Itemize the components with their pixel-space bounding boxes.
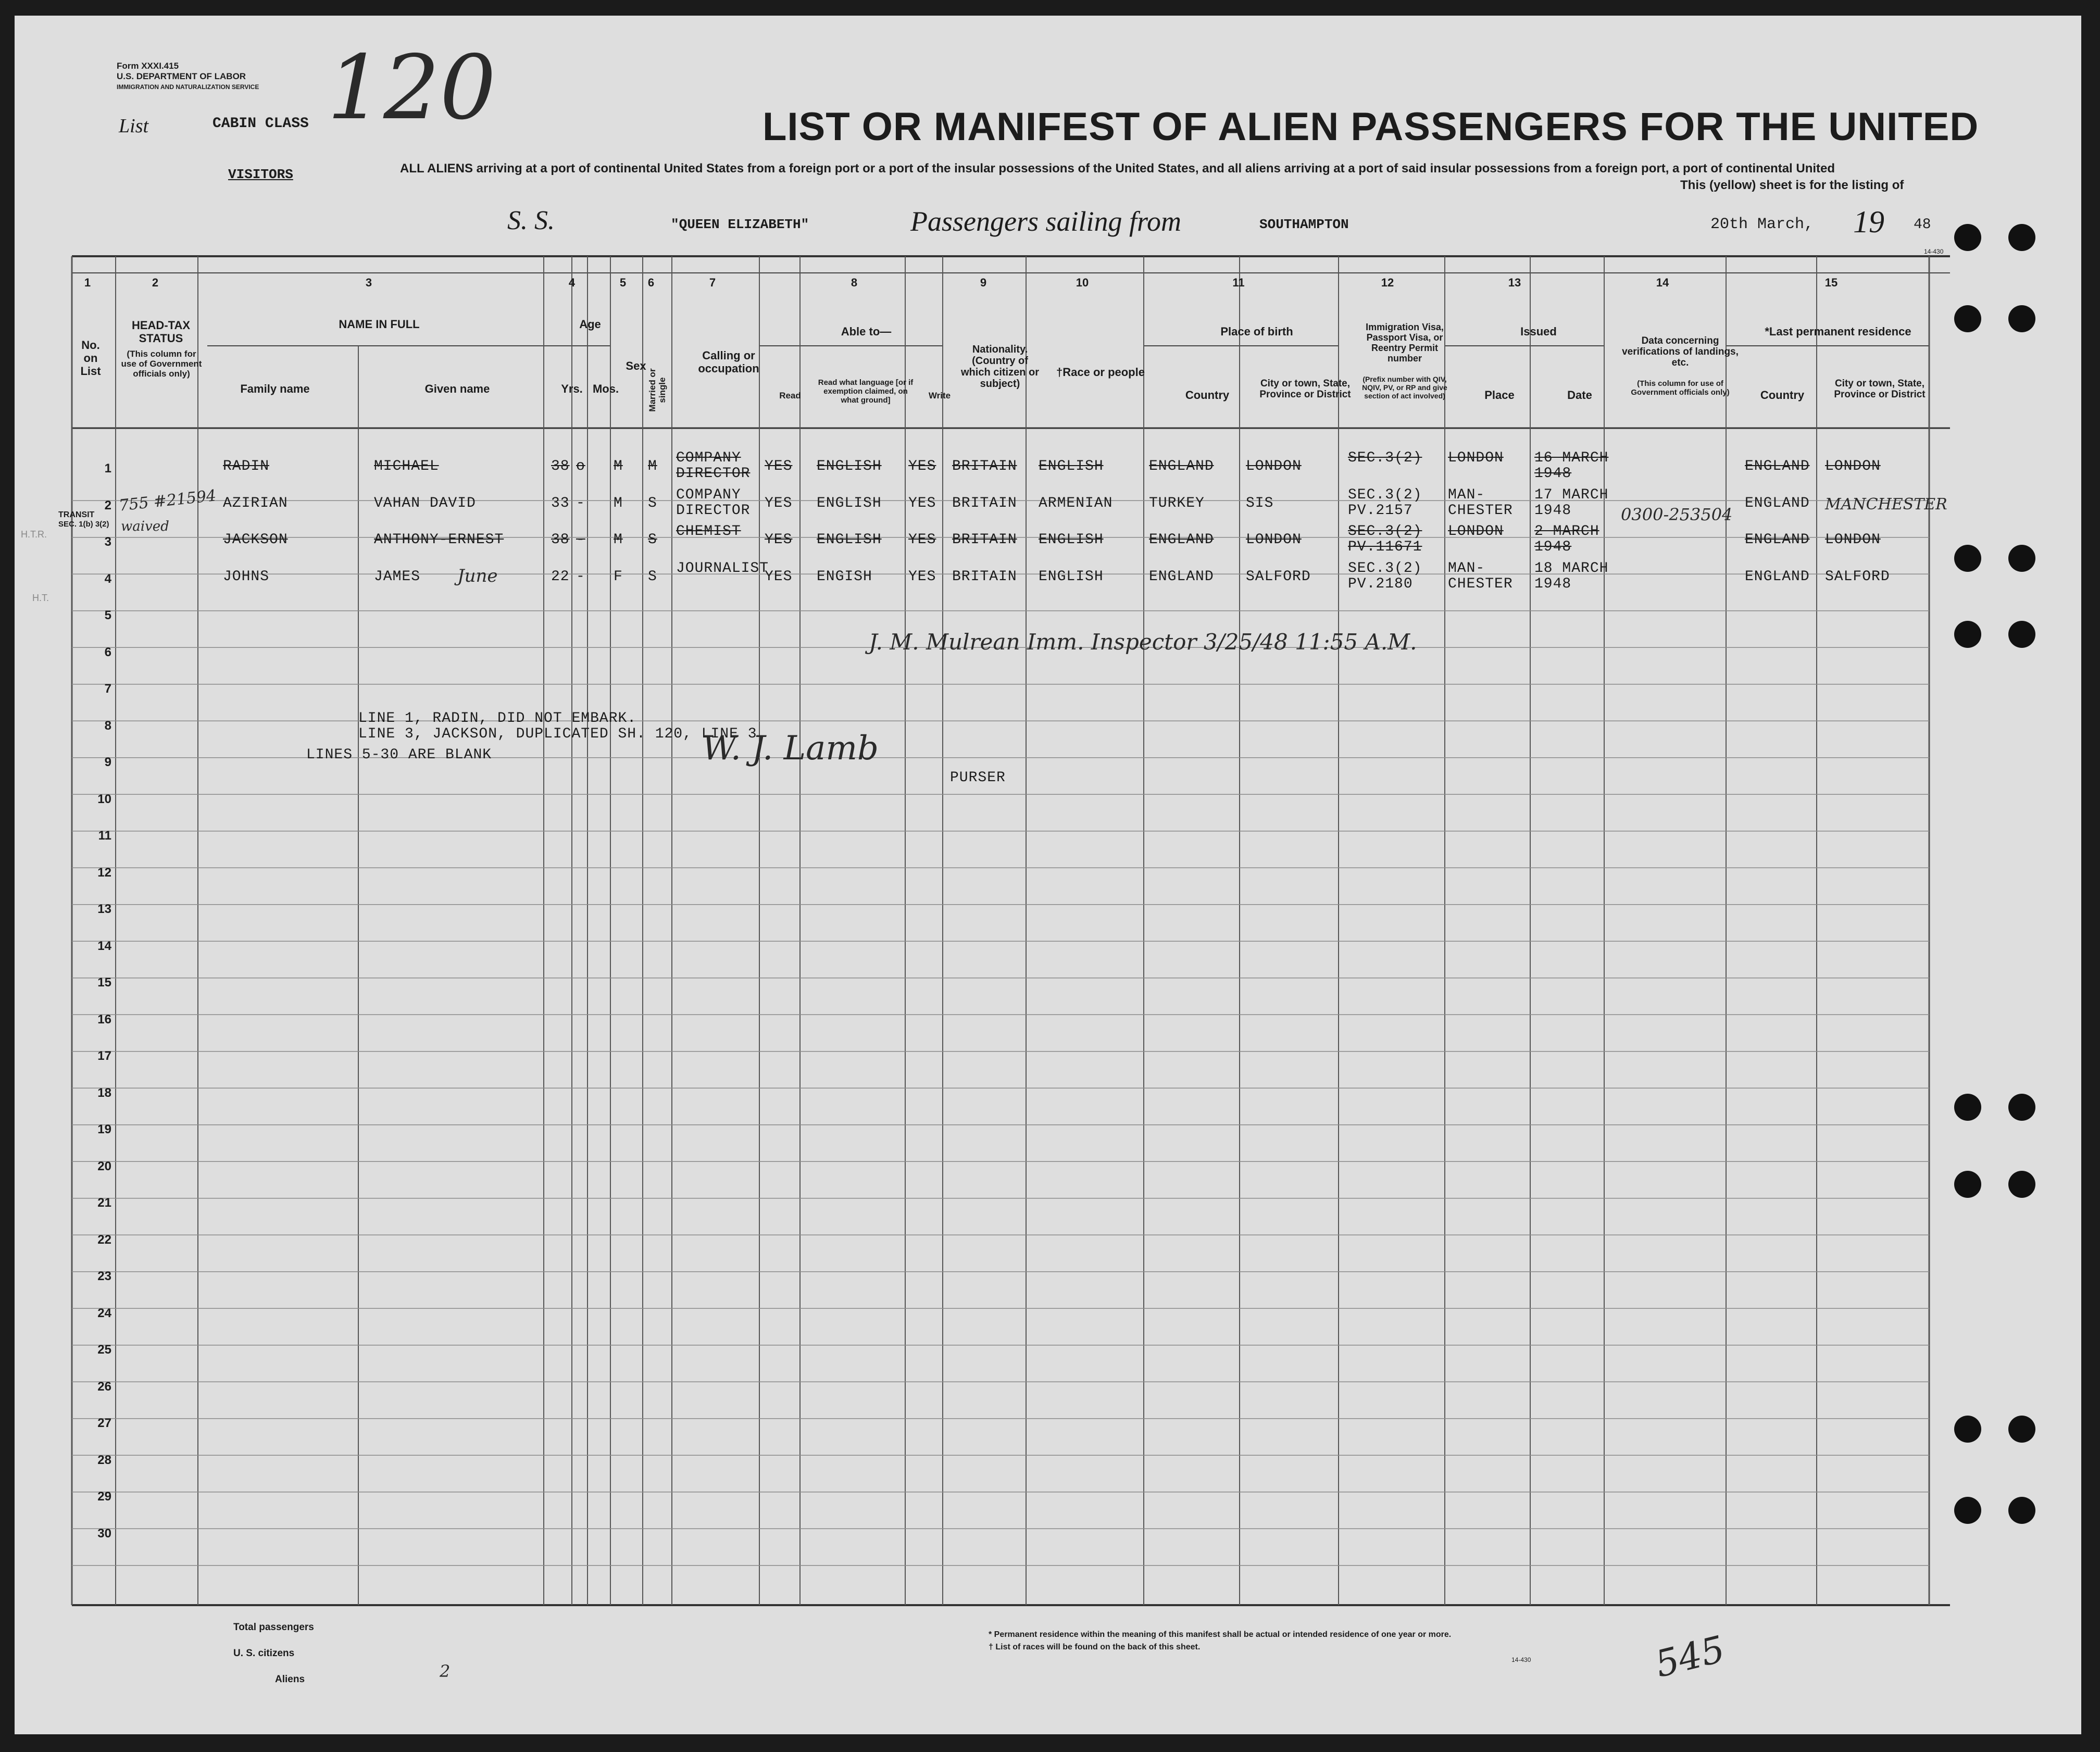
row-number: 9 [104, 755, 111, 769]
punch-hole [1954, 1416, 1981, 1443]
sailing-label: Passengers sailing from [910, 206, 1182, 237]
header-birth-city: City or town, State, Province or District [1259, 378, 1351, 400]
cell-age: 38 [551, 532, 570, 548]
header-birth-country: Country [1185, 389, 1230, 402]
cell-birth-country: ENGLAND [1149, 568, 1214, 585]
cell-date-1: 18 MARCH [1534, 560, 1609, 577]
form-code: 14-430 [1924, 248, 1944, 255]
cell-res-country: ENGLAND [1745, 532, 1810, 548]
punch-hole [2008, 224, 2035, 251]
cell-write: YES [908, 568, 936, 585]
header-visa: Immigration Visa, Passport Visa, or Reentry Permit number [1366, 322, 1444, 364]
cell-birth-country: TURKEY [1149, 495, 1205, 511]
row-number: 3 [104, 535, 111, 549]
cell-language: ENGLISH [817, 458, 882, 474]
row-number: 4 [104, 571, 111, 586]
row-number: 15 [97, 975, 111, 990]
subtitle-line-1: ALL ALIENS arriving at a port of continental United States from a foreign port or a port of the insular possessions of the United States, and all aliens arriving at a port of said insular possessions from a foreign port, a port of continental United [400, 161, 1835, 176]
cell-race: ENGLISH [1039, 568, 1104, 585]
cell-family: RADIN [223, 458, 270, 474]
header-residence-city: City or town, State, Province or District [1834, 378, 1926, 400]
transit-label: TRANSIT [58, 510, 95, 519]
header-able-to: Able to— [841, 325, 892, 338]
cell-res-city: SALFORD [1825, 568, 1890, 585]
note-line-1: LINE 1, RADIN, DID NOT EMBARK. [358, 710, 637, 727]
cell-place-1: LONDON [1448, 450, 1504, 466]
cell-age: 33 [551, 495, 570, 511]
cell-occupation-1: CHEMIST [676, 523, 741, 540]
cell-given: ANTHONY-ERNEST [374, 532, 504, 548]
cell-language: ENGISH [817, 568, 872, 585]
column-number-7: 7 [709, 276, 716, 289]
header-head-tax: HEAD-TAX STATUS [131, 319, 191, 345]
header-write: Write [928, 391, 951, 401]
column-number-4: 4 [568, 276, 576, 289]
header-issued: Issued [1520, 325, 1557, 338]
ht-stamp: H.T. [32, 593, 49, 603]
punch-hole [2008, 1171, 2035, 1198]
column-number-10: 10 [1076, 276, 1089, 289]
footer-note-races: † List of races will be found on the back of this sheet. [989, 1643, 1201, 1651]
cell-visa-2: PV.11671 [1348, 539, 1422, 555]
cell-birth-country: ENGLAND [1149, 532, 1214, 548]
footer-us-citizens: U. S. citizens [233, 1648, 295, 1659]
cell-place-1: MAN- [1448, 486, 1485, 503]
row-number: 16 [97, 1012, 111, 1027]
cell-sex: M [614, 532, 623, 548]
cell-read: YES [765, 495, 793, 511]
list-value: CABIN CLASS [213, 116, 309, 132]
header-head-tax-note: (This column for use of Government officials only) [121, 349, 202, 379]
cell-birth-country: ENGLAND [1149, 458, 1214, 474]
header-age: Age [579, 318, 601, 331]
cell-visa-2: PV.2157 [1348, 502, 1413, 519]
year-suffix: 48 [1914, 217, 1931, 233]
cell-read: YES [765, 458, 793, 474]
cell-birth-city: LONDON [1246, 458, 1302, 474]
header-last-residence: *Last permanent residence [1765, 325, 1911, 338]
column-number-14: 14 [1656, 276, 1669, 289]
cell-race: ENGLISH [1039, 532, 1104, 548]
row-number: 14 [97, 938, 111, 953]
row-number: 5 [104, 608, 111, 622]
row-number: 25 [97, 1343, 111, 1357]
column-number-5: 5 [619, 276, 627, 289]
cell-occupation-2: DIRECTOR [676, 502, 751, 519]
footer-code: 14-430 [1511, 1656, 1531, 1663]
page-number-handwritten: 545 [1651, 1628, 1729, 1686]
cell-occupation-1: COMPANY [676, 486, 741, 503]
cell-married: M [648, 458, 657, 474]
cell-mos: - [576, 568, 585, 585]
cell-sex: F [614, 568, 623, 585]
punch-hole [2008, 305, 2035, 332]
row-number: 10 [97, 792, 111, 806]
header-read-language: Read what language [or if exemption claimed, on what ground] [818, 378, 914, 405]
punch-hole [2008, 1497, 2035, 1524]
header-issued-date: Date [1567, 389, 1592, 402]
cell-date-2: 1948 [1534, 466, 1572, 482]
header-calling-occupation: Calling or occupation [698, 349, 759, 375]
header-race: †Race or people [1056, 366, 1145, 379]
footer-aliens-value: 2 [440, 1661, 451, 1681]
header-issued-place: Place [1484, 389, 1515, 402]
header-residence-country: Country [1760, 389, 1805, 402]
cell-write: YES [908, 495, 936, 511]
cell-married: S [648, 495, 657, 511]
row-number: 12 [97, 865, 111, 880]
punch-hole [1954, 224, 1981, 251]
cell-language: ENGLISH [817, 532, 882, 548]
header-age-months: Mos. [592, 382, 619, 395]
cell-family: JOHNS [223, 568, 270, 585]
header-sex: Sex [626, 359, 646, 372]
row-number: 20 [97, 1159, 111, 1173]
cell-date-1: 17 MARCH [1534, 486, 1609, 503]
cell-birth-city: SALFORD [1246, 568, 1311, 585]
column-number-6: 6 [647, 276, 655, 289]
punch-hole [2008, 1416, 2035, 1443]
year-prefix: 19 [1853, 205, 1884, 239]
cell-visa-2: PV.2180 [1348, 575, 1413, 592]
row-number: 2 [104, 498, 111, 512]
cell-family: JACKSON [223, 532, 288, 548]
cell-verification: 0300-253504 [1621, 504, 1733, 524]
header-given-name: Given name [424, 382, 490, 395]
cell-visa-1: SEC.3(2) [1348, 560, 1422, 577]
punch-hole [1954, 1171, 1981, 1198]
row-number: 24 [97, 1306, 111, 1320]
header-age-years: Yrs. [561, 382, 583, 395]
cell-language: ENGLISH [817, 495, 882, 511]
row-number: 1 [104, 461, 111, 475]
cell-date-2: 1948 [1534, 502, 1572, 519]
column-number-13: 13 [1508, 276, 1521, 289]
cell-occupation-1: JOURNALIST [676, 560, 769, 577]
header-nationality: Nationality. (Country of which citizen or subject) [960, 344, 1040, 390]
cell-occupation-2: DIRECTOR [676, 466, 751, 482]
cell-read: YES [765, 532, 793, 548]
form-number: Form XXXI.415 [117, 61, 179, 71]
cell-write: YES [908, 532, 936, 548]
row-number: 22 [97, 1232, 111, 1247]
row-number: 11 [98, 829, 111, 843]
row-number: 21 [97, 1196, 111, 1210]
handwritten-755: 755 #21594 [118, 486, 217, 515]
footer-total-passengers: Total passengers [233, 1622, 314, 1633]
row-number: 27 [97, 1416, 111, 1430]
row-number: 13 [97, 902, 111, 916]
cell-res-country: ENGLAND [1745, 568, 1810, 585]
header-name-in-full: NAME IN FULL [339, 318, 420, 331]
header-visa-note: (Prefix number with QIV, NQIV, PV, or RP and give section of act involved) [1362, 375, 1447, 400]
cell-res-city: LONDON [1825, 458, 1881, 474]
cell-res-city: LONDON [1825, 532, 1881, 548]
row-number: 17 [97, 1049, 111, 1063]
header-read: Read [779, 391, 801, 401]
row-number: 18 [97, 1085, 111, 1100]
subtitle-line-2: This (yellow) sheet is for the listing of [1680, 178, 1904, 192]
list-number-handwritten: 120 [327, 36, 496, 140]
cell-res-country: ENGLAND [1745, 495, 1810, 511]
column-number-12: 12 [1381, 276, 1394, 289]
cell-family: AZIRIAN [223, 495, 288, 511]
row-number: 26 [97, 1379, 111, 1394]
column-number-2: 2 [152, 276, 159, 289]
cell-mos: o [576, 458, 585, 474]
cell-given: MICHAEL [374, 458, 439, 474]
punch-hole [2008, 621, 2035, 648]
cell-married: S [648, 568, 657, 585]
header-place-of-birth: Place of birth [1220, 325, 1293, 338]
row-number: 23 [97, 1269, 111, 1283]
purser-signature: W. J. Lamb [702, 729, 879, 768]
column-number-8: 8 [851, 276, 858, 289]
row-number: 28 [97, 1453, 111, 1467]
header-family-name: Family name [240, 382, 310, 395]
cell-nationality: BRITAIN [952, 568, 1017, 585]
sailing-date: 20th March, [1710, 216, 1814, 233]
list-label: List [119, 115, 149, 137]
cell-race: ARMENIAN [1039, 495, 1113, 511]
cell-age: 22 [551, 568, 570, 585]
cell-birth-city: SIS [1246, 495, 1274, 511]
handwritten-waived: waived [121, 519, 169, 534]
row-number: 6 [104, 645, 111, 659]
punch-hole [1954, 545, 1981, 572]
cell-nationality: BRITAIN [952, 495, 1017, 511]
cell-visa-1: SEC.3(2) [1348, 523, 1422, 540]
cell-date-1: 16 MARCH [1534, 450, 1609, 466]
cell-nationality: BRITAIN [952, 458, 1017, 474]
row-number: 29 [97, 1490, 111, 1504]
cell-read: YES [765, 568, 793, 585]
column-number-11: 11 [1232, 276, 1245, 289]
row-number: 30 [97, 1526, 111, 1541]
cell-res-country: ENGLAND [1745, 458, 1810, 474]
cell-place-2: CHESTER [1448, 502, 1513, 519]
visitors-label: VISITORS [228, 167, 293, 182]
header-verification: Data concerning verifications of landings, etc. [1622, 335, 1739, 368]
punch-hole [1954, 305, 1981, 332]
column-number-9: 9 [980, 276, 987, 289]
column-number-15: 15 [1824, 276, 1838, 289]
cell-write: YES [908, 458, 936, 474]
purser-label: PURSER [950, 770, 1006, 786]
departure-port: SOUTHAMPTON [1259, 217, 1349, 232]
cell-sex: M [614, 495, 623, 511]
cell-birth-city: LONDON [1246, 532, 1302, 548]
punch-hole [2008, 1094, 2035, 1121]
header-no-on-list: No. on List [80, 339, 101, 378]
cell-given: JAMES [374, 568, 421, 585]
cell-married: S [648, 532, 657, 548]
header-married-or-single: Married or single [647, 368, 667, 412]
note-line-3: LINE 3, JACKSON, DUPLICATED SH. 120, LINE 3. [358, 726, 767, 742]
header-verification-note: (This column for use of Government officials only) [1631, 379, 1730, 397]
section-reference: SEC. 1(b) 3(2) [58, 520, 109, 529]
cell-date-2: 1948 [1534, 539, 1572, 555]
footer-aliens: Aliens [275, 1674, 305, 1685]
cell-age: 38 [551, 458, 570, 474]
cell-res-city: MANCHESTER [1825, 495, 1947, 514]
cell-given: VAHAN DAVID [374, 495, 476, 511]
cell-mos: - [576, 532, 585, 548]
htr-stamp: H.T.R. [21, 529, 47, 540]
service-name: IMMIGRATION AND NATURALIZATION SERVICE [117, 83, 259, 91]
row-number: 7 [104, 682, 111, 696]
cell-place-1: MAN- [1448, 560, 1485, 577]
cell-place-2: CHESTER [1448, 575, 1513, 592]
cell-visa-1: SEC.3(2) [1348, 486, 1422, 503]
note-blank-lines: LINES 5-30 ARE BLANK [306, 747, 492, 763]
cell-mos: - [576, 495, 585, 511]
footer-note-residence: * Permanent residence within the meaning of this manifest shall be actual or intended residence of one year or more. [989, 1630, 1452, 1639]
ruled-grid [15, 16, 2081, 1734]
cell-visa-1: SEC.3(2) [1348, 450, 1422, 466]
cell-date-2: 1948 [1534, 575, 1572, 592]
ss-label: S. S. [507, 206, 555, 235]
manifest-sheet [15, 16, 2081, 1734]
cell-race: ENGLISH [1039, 458, 1104, 474]
cell-nationality: BRITAIN [952, 532, 1017, 548]
cell-place-1: LONDON [1448, 523, 1504, 540]
punch-hole [1954, 621, 1981, 648]
punch-hole [1954, 1094, 1981, 1121]
column-number-3: 3 [365, 276, 372, 289]
cell-occupation-1: COMPANY [676, 450, 741, 466]
punch-hole [1954, 1497, 1981, 1524]
department-name: U.S. DEPARTMENT OF LABOR [117, 71, 246, 81]
cell-sex: M [614, 458, 623, 474]
cell-date-1: 2 MARCH [1534, 523, 1599, 540]
column-number-1: 1 [84, 276, 91, 289]
punch-hole [2008, 545, 2035, 572]
inspector-signature: J. M. Mulrean Imm. Inspector 3/25/48 11:55 A.M. [869, 629, 1417, 655]
row-number: 8 [104, 718, 111, 733]
ship-name: "QUEEN ELIZABETH" [671, 217, 809, 232]
row-number: 19 [97, 1122, 111, 1136]
page-title: LIST OR MANIFEST OF ALIEN PASSENGERS FOR THE UNITED [762, 105, 1979, 149]
cell-given-name-handwritten: June [457, 565, 498, 586]
